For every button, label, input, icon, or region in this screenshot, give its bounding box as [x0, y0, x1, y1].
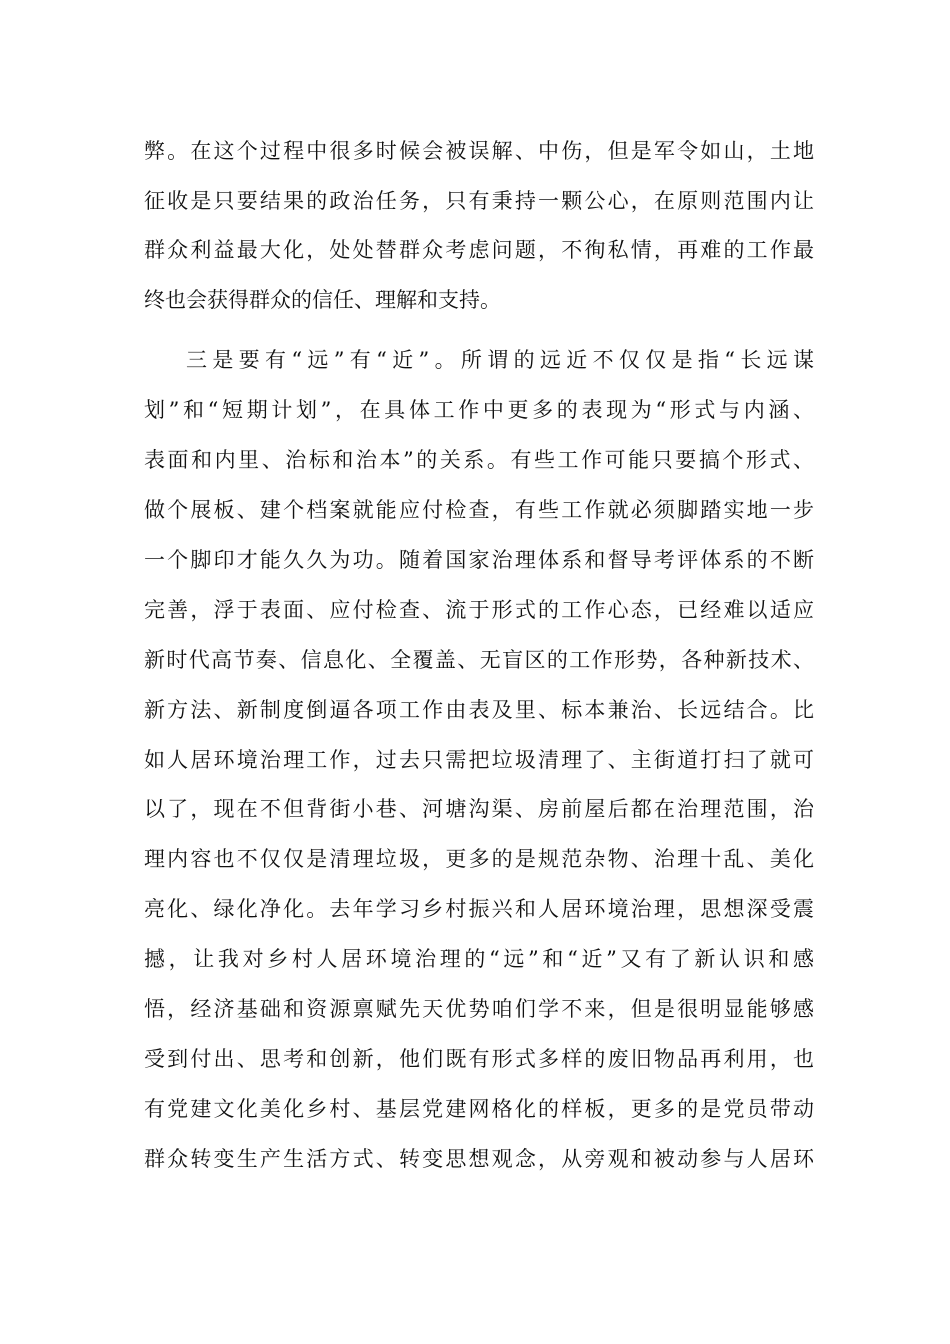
paragraph-2-line-14: 悟，经济基础和资源禀赋先天优势咱们学不来，但是很明显能够感 — [144, 997, 814, 1021]
paragraph-2-line-11: 理内容也不仅仅是清理垃圾，更多的是规范杂物、治理十乱、美化 — [144, 847, 814, 871]
paragraph-1-line-3: 群众利益最大化，处处替群众考虑问题，不徇私情，再难的工作最 — [144, 238, 814, 262]
paragraph-2-line-16: 有党建文化美化乡村、基层党建网格化的样板，更多的是党员带动 — [144, 1097, 814, 1121]
paragraph-1-line-2: 征收是只要结果的政治任务，只有秉持一颗公心，在原则范围内让 — [144, 189, 814, 213]
paragraph-2-line-2: 划”和“短期计划”，在具体工作中更多的表现为“形式与内涵、 — [144, 398, 814, 422]
paragraph-2-line-3: 表面和内里、治标和治本”的关系。有些工作可能只要搞个形式、 — [144, 448, 814, 472]
paragraph-2-line-10: 以了，现在不但背街小巷、河塘沟渠、房前屋后都在治理范围，治 — [144, 797, 814, 821]
paragraph-2-line-7: 新时代高节奏、信息化、全覆盖、无盲区的工作形势，各种新技术、 — [144, 648, 814, 672]
paragraph-2-line-13: 撼，让我对乡村人居环境治理的“远”和“近”又有了新认识和感 — [144, 947, 814, 971]
paragraph-2-line-4: 做个展板、建个档案就能应付检查，有些工作就必须脚踏实地一步 — [144, 498, 814, 522]
paragraph-2-line-6: 完善，浮于表面、应付检查、流于形式的工作心态，已经难以适应 — [144, 598, 814, 622]
paragraph-1-line-4: 终也会获得群众的信任、理解和支持。 — [144, 288, 501, 312]
paragraph-2-line-1: 三是要有“远”有“近”。所谓的远近不仅仅是指“长远谋 — [186, 348, 814, 372]
paragraph-2-line-5: 一个脚印才能久久为功。随着国家治理体系和督导考评体系的不断 — [144, 548, 814, 572]
paragraph-2-line-9: 如人居环境治理工作，过去只需把垃圾清理了、主街道打扫了就可 — [144, 748, 814, 772]
paragraph-2-line-15: 受到付出、思考和创新，他们既有形式多样的废旧物品再利用，也 — [144, 1047, 814, 1071]
paragraph-2-line-12: 亮化、绿化净化。去年学习乡村振兴和人居环境治理，思想深受震 — [144, 897, 814, 921]
paragraph-2-line-8: 新方法、新制度倒逼各项工作由表及里、标本兼治、长远结合。比 — [144, 698, 814, 722]
paragraph-1-line-1: 弊。在这个过程中很多时候会被误解、中伤，但是军令如山，土地 — [144, 139, 814, 163]
paragraph-2-line-17: 群众转变生产生活方式、转变思想观念，从旁观和被动参与人居环 — [144, 1147, 814, 1171]
